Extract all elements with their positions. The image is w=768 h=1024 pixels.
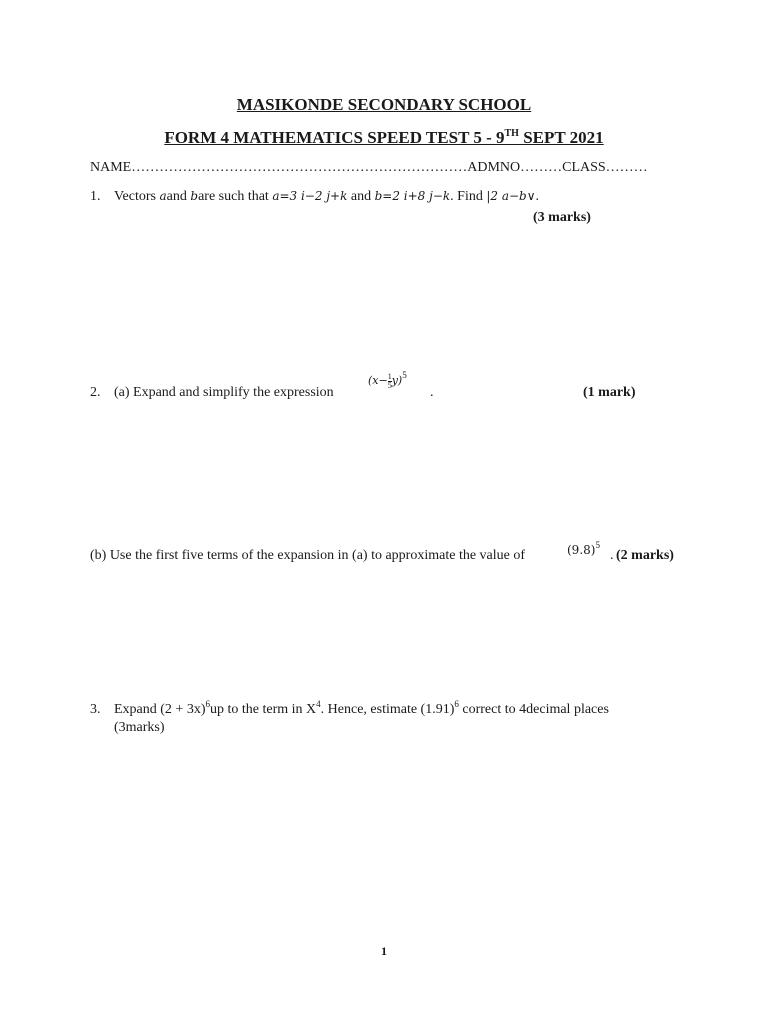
q1-text-3: are such that — [198, 189, 273, 204]
question-2a-marks: (1 mark) — [583, 385, 636, 400]
q1-equation-a: a=3 i−2 j+k — [272, 189, 348, 203]
q3-text-2: up to the term in X — [210, 702, 317, 717]
q2a-text: (a) Expand and simplify the expression — [114, 385, 334, 400]
page-number: 1 — [381, 944, 387, 958]
question-1-marks: (3 marks) — [533, 210, 591, 225]
q2a-expr-open: (x− — [368, 374, 388, 387]
student-details-line: NAME………………………………………………………………ADMNO………CLASS……… — [90, 160, 648, 175]
q1-text-5: . Find — [450, 189, 487, 204]
q2a-fraction-denominator: 5 — [387, 380, 392, 390]
q1-text-1: Vectors — [114, 189, 160, 204]
q3-text-3: . Hence, estimate (1.91) — [320, 702, 455, 717]
q3-power-1: 6 — [205, 699, 210, 709]
q1-vector-a: a — [159, 189, 167, 203]
title-superscript: TH — [504, 128, 519, 139]
q1-text-4: and — [347, 189, 375, 204]
q1-text-2: and — [166, 189, 191, 204]
q2a-fraction-numerator: 1 — [387, 371, 392, 381]
q2b-expression — [567, 540, 600, 559]
q2b-period: . — [610, 548, 614, 563]
question-2a — [90, 385, 334, 401]
q2a-expr-close: y) — [391, 374, 403, 387]
q3-power-2: 4 — [316, 699, 321, 709]
q2a-period: . — [430, 385, 434, 400]
test-title — [0, 128, 768, 148]
q1-text-6: . — [535, 189, 540, 204]
question-2b-marks: (2 marks) — [616, 548, 674, 563]
question-2-number: 2. — [90, 385, 101, 400]
q2b-expr-power: 5 — [595, 540, 600, 550]
q1-vector-b: b — [190, 189, 199, 203]
question-3-number: 3. — [90, 702, 101, 717]
q2b-expr-base: (9.8) — [567, 543, 596, 557]
question-3-marks: (3marks) — [114, 720, 165, 735]
q1-find-expression: |2 a−b∨ — [486, 189, 536, 203]
school-name: MASIKONDE SECONDARY SCHOOL — [236, 95, 532, 114]
question-2b: (b) Use the first five terms of the expansion in (a) to approximate the value of — [90, 548, 526, 563]
q2a-expression — [368, 370, 407, 390]
q3-power-3: 6 — [454, 699, 459, 709]
q3-text-4: correct to 4decimal places — [458, 702, 609, 717]
q1-equation-b: b=2 i+8 j−k — [374, 189, 451, 203]
title-main: FORM 4 MATHEMATICS SPEED TEST 5 - 9 — [164, 128, 505, 147]
q2a-expr-power: 5 — [402, 370, 407, 380]
question-1 — [90, 189, 539, 205]
question-3 — [90, 699, 609, 718]
q3-text-1: Expand (2 + 3x) — [114, 702, 206, 717]
question-1-number: 1. — [90, 189, 101, 204]
title-date: SEPT 2021 — [518, 128, 604, 147]
